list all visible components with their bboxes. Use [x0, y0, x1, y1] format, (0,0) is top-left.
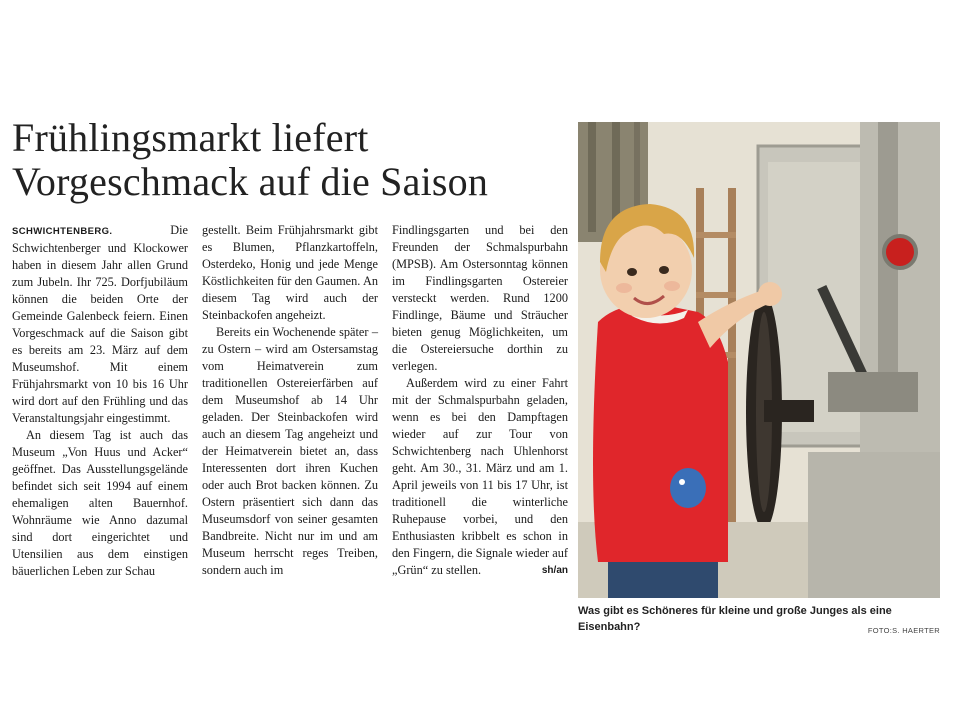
- paragraph: Findlingsgarten und bei den Freunden der Schmalspurbahn (MPSB). Am Ostersonntag können im Findlingsgarten Ostereier versteckt werden. Rund 1200 Findlinge, Bäume und Sträucher bieten genug Möglichkeiten, um die Ostereiersuche dorthin zu verlegen.: [392, 223, 568, 373]
- paragraph: [392, 375, 568, 579]
- paragraph: gestellt. Beim Frühjahrsmarkt gibt es Blumen, Pflanzkartoffeln, Osterdeko, Honig und jede Menge Köstlichkeiten für den Gaumen. An diesem Tag wird auch der Steinbackofen angeheizt.: [202, 223, 378, 322]
- paragraph-text: Außerdem wird zu einer Fahrt mit der Schmalspurbahn geladen, wenn es bei den Dampftagen wieder auf zur Tour von Schwichtenberg nach Uhlenhorst geht. Am 30., 31. März und am 1. April jeweils von 11 bis 17 Uhr, ist traditionell die winterliche Ruhepause vorbei, und den Enthusiasten kribbelt es schon in den Fingern, die Signale wieder auf „Grün“ zu stellen.: [392, 376, 568, 577]
- text-column-1: [12, 222, 188, 580]
- paragraph: Bereits ein Wochenende später – zu Ostern – wird am Ostersamstag vom Heimatverein zum traditionellen Ostereierfärben auf dem Museumshof ab 14 Uhr geladen. Der Steinbackofen wird auch an diesem Tag angeheizt und der Heimatverein bietet an, dass Interessenten dort ihren Kuchen oder auch Brot backen können. Zu Ostern präsentiert sich dann das Museumsdorf von seiner gesamten Bandbreite. Nicht nur im und am Museum herrscht reges Treiben, sondern auch im: [202, 325, 378, 577]
- text-column-3: [392, 222, 568, 579]
- author-initials: sh/an: [541, 565, 568, 576]
- headline-line-1: Frühlingsmarkt liefert: [12, 115, 369, 160]
- photo-caption: Was gibt es Schöneres für kleine und große Junges als eine Eisenbahn?: [578, 605, 892, 633]
- paragraph: An diesem Tag ist auch das Museum „Von Huus und Acker“ geöffnet. Das Ausstellungsgelände befindet sich seit 1994 auf einem ehemaligen alten Bauernhof. Wohnräume wie Anno dazumal sind dort eingerichtet und Utensilien aus dem einstigen bäuerlichen Leben zur Schau: [12, 428, 188, 578]
- paragraph: [12, 222, 188, 427]
- text-column-2: [202, 222, 378, 579]
- paragraph-text: Die Schwichtenberger und Klockower haben in diesem Jahr allen Grund zum Jubeln. Ihr 725. Dorfjubiläum können die beiden Orte der Gemeinde Galenbeck feiern. Einen Vorgeschmack auf die Saison gibt es bereits am 23. März auf dem Museumshof. Mit einem Frühjahrsmarkt von 10 bis 16 Uhr wird dort auf den Frühling und das Veranstaltungsjahr eingestimmt.: [12, 223, 188, 425]
- article-body: [12, 222, 568, 642]
- photo-illustration: [578, 122, 940, 598]
- article-headline: [12, 116, 572, 204]
- dateline: SCHWICHTENBERG.: [12, 226, 113, 237]
- photo-child-at-locomotive: [578, 122, 940, 598]
- headline-line-2: Vorgeschmack auf die Saison: [12, 159, 489, 204]
- photo-credit: FOTO:S. HAERTER: [867, 626, 940, 635]
